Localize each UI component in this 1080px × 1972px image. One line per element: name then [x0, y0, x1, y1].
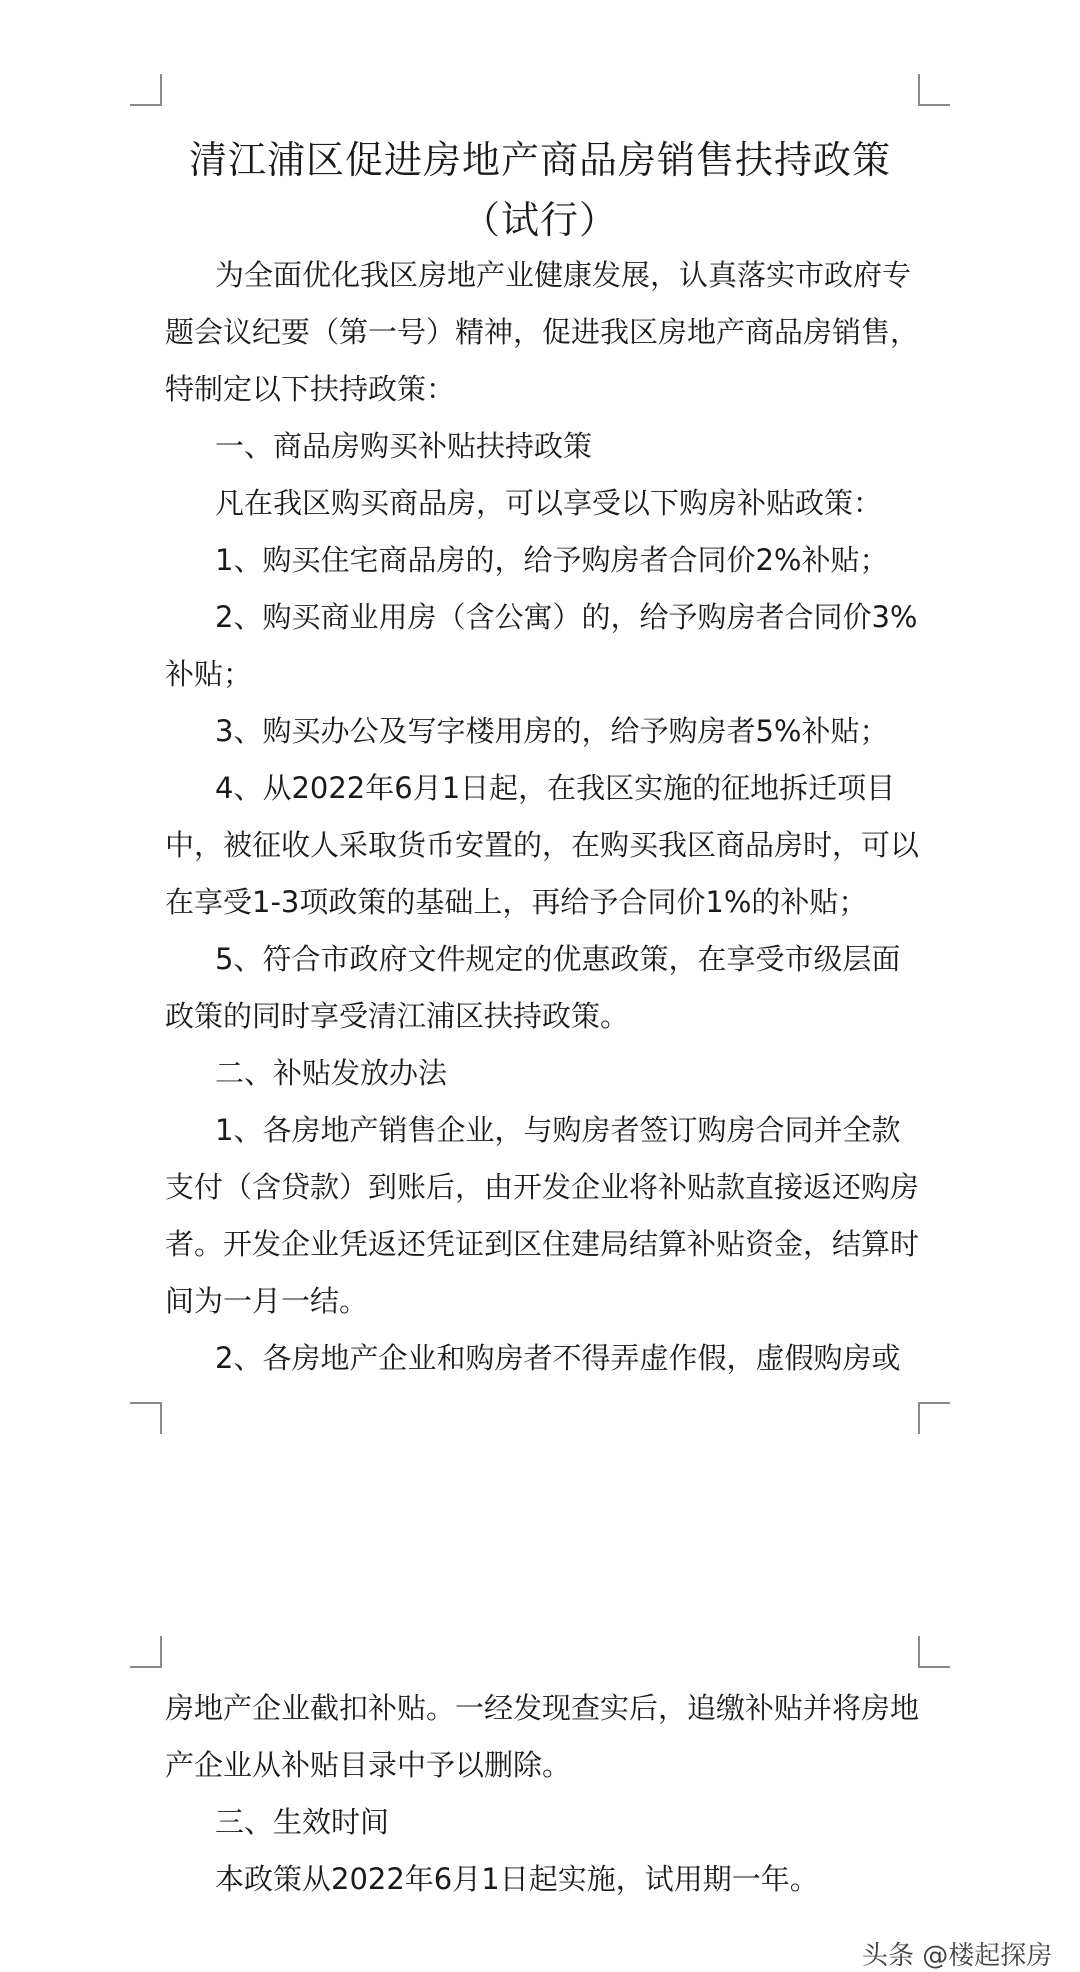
- source-watermark: 头条 @楼起探房: [862, 1941, 1053, 1971]
- list-item-continuation: 者。开发企业凭返还凭证到区住建局结算补贴资金，结算时: [165, 1227, 920, 1261]
- body-line: 凡在我区购买商品房，可以享受以下购房补贴政策：: [215, 486, 883, 520]
- list-item: 1、购买住宅商品房的，给予购房者合同价2%补贴；: [215, 543, 889, 577]
- list-item: 5、符合市政府文件规定的优惠政策，在享受市级层面: [215, 942, 901, 976]
- section-heading: 二、补贴发放办法: [215, 1056, 448, 1090]
- document-title-line2: （试行）: [461, 198, 618, 242]
- body-line: 特制定以下扶持政策：: [165, 372, 456, 406]
- list-item-continuation: 在享受1-3项政策的基础上，再给予合同价1%的补贴；: [165, 885, 868, 919]
- crop-mark-top-left: [130, 74, 162, 106]
- section-heading: 三、生效时间: [215, 1805, 390, 1839]
- crop-mark-top-right-page2: [918, 1636, 950, 1668]
- list-item-continuation: 支付（含贷款）到账后，由开发企业将补贴款直接返还购房: [165, 1170, 920, 1204]
- list-item: 2、购买商业用房（含公寓）的，给予购房者合同价3%: [215, 600, 918, 634]
- list-item: 1、各房地产销售企业，与购房者签订购房合同并全款: [215, 1113, 901, 1147]
- body-line: 题会议纪要（第一号）精神，促进我区房地产商品房销售，: [165, 315, 920, 349]
- body-line: 本政策从2022年6月1日起实施，试用期一年。: [215, 1862, 819, 1896]
- crop-mark-top-right: [918, 74, 950, 106]
- list-item-continuation: 间为一月一结。: [165, 1284, 369, 1318]
- list-item-continuation: 政策的同时享受清江浦区扶持政策。: [165, 999, 630, 1033]
- list-item-continuation: 房地产企业截扣补贴。一经发现查实后，追缴补贴并将房地: [165, 1691, 920, 1725]
- crop-mark-bottom-left: [130, 1402, 162, 1434]
- list-item: 3、购买办公及写字楼用房的，给予购房者5%补贴；: [215, 714, 889, 748]
- list-item: 4、从2022年6月1日起，在我区实施的征地拆迁项目: [215, 771, 896, 805]
- body-line: 为全面优化我区房地产业健康发展，认真落实市政府专: [215, 258, 912, 292]
- section-heading: 一、商品房购买补贴扶持政策: [215, 429, 593, 463]
- list-item-continuation: 产企业从补贴目录中予以删除。: [165, 1748, 572, 1782]
- document-title-line1: 清江浦区促进房地产商品房销售扶持政策: [188, 138, 891, 182]
- list-item-continuation: 补贴；: [165, 657, 253, 691]
- crop-mark-bottom-right: [918, 1402, 950, 1434]
- crop-mark-top-left-page2: [130, 1636, 162, 1668]
- list-item-continuation: 中，被征收人采取货币安置的，在购买我区商品房时，可以: [165, 828, 920, 862]
- list-item: 2、各房地产企业和购房者不得弄虚作假，虚假购房或: [215, 1341, 901, 1375]
